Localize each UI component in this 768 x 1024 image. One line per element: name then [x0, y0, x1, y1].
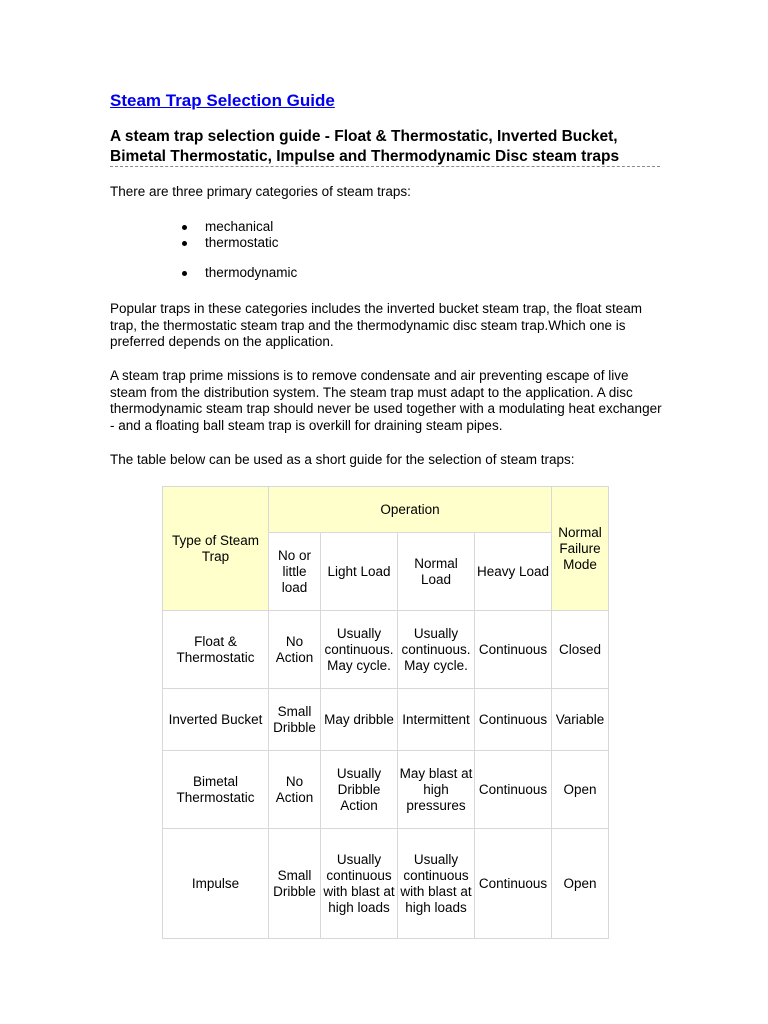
normal-load-cell: Usually continuous with blast at high loads — [398, 829, 475, 939]
page-subtitle: A steam trap selection guide - Float & Thermostatic, Inverted Bucket, Bimetal Thermostatic, Impulse and Thermodynamic Disc steam traps — [110, 128, 620, 165]
type-cell: Float & Thermostatic — [163, 611, 269, 689]
type-cell: Impulse — [163, 829, 269, 939]
no-load-cell: No Action — [269, 751, 321, 829]
light-load-cell: Usually continuous. May cycle. — [321, 611, 398, 689]
bullet-icon — [182, 271, 187, 276]
table-row — [163, 611, 609, 689]
no-load-cell: No Action — [269, 611, 321, 689]
no-load-cell: Small Dribble — [269, 689, 321, 751]
list-item-label: thermostatic — [205, 235, 279, 250]
failure-mode-cell: Open — [552, 829, 609, 939]
heavy-load-header-cell: Heavy Load — [475, 533, 552, 611]
light-load-cell: Usually Dribble Action — [321, 751, 398, 829]
normal-load-cell: Usually continuous. May cycle. — [398, 611, 475, 689]
table-header-row — [163, 487, 609, 533]
light-load-cell: May dribble — [321, 689, 398, 751]
paragraph-prime-missions: A steam trap prime missions is to remove condensate and air preventing escape of live steam from the distribution system. The steam trap must adapt to the application. A disc thermodynamic steam trap should never be used together with a modulating heat exchanger - and a floating ball steam trap is overkill for draining steam pipes. — [110, 368, 662, 433]
table-row — [163, 829, 609, 939]
normal-load-header-cell: Normal Load — [398, 533, 475, 611]
heavy-load-cell: Continuous — [475, 611, 552, 689]
table-row — [163, 689, 609, 751]
failure-header-cell: Normal Failure Mode — [552, 487, 609, 611]
bullet-icon — [182, 241, 187, 246]
normal-load-cell: Intermittent — [398, 689, 475, 751]
operation-header-cell: Operation — [269, 487, 552, 533]
list-item-label: thermodynamic — [205, 265, 298, 280]
intro-text: There are three primary categories of steam traps: — [110, 184, 411, 199]
bullet-icon — [182, 225, 187, 230]
heavy-load-cell: Continuous — [475, 689, 552, 751]
paragraph-table-intro: The table below can be used as a short guide for the selection of steam traps: — [110, 452, 575, 467]
paragraph-popular-traps: Popular traps in these categories includes the inverted bucket steam trap, the float steam trap, the thermostatic steam trap and the thermodynamic disc steam trap.Which one is preferred depends on the application. — [110, 301, 643, 349]
list-item-label: mechanical — [205, 219, 274, 234]
type-header-cell: Type of Steam Trap — [163, 487, 269, 611]
page-title-link[interactable]: Steam Trap Selection Guide — [110, 91, 335, 110]
selection-table — [162, 486, 609, 939]
type-cell: Bimetal Thermostatic — [163, 751, 269, 829]
heavy-load-cell: Continuous — [475, 751, 552, 829]
normal-load-cell: May blast at high pressures — [398, 751, 475, 829]
type-cell: Inverted Bucket — [163, 689, 269, 751]
no-load-cell: Small Dribble — [269, 829, 321, 939]
no-load-header-cell: No or little load — [269, 533, 321, 611]
light-load-header-cell: Light Load — [321, 533, 398, 611]
list-item — [205, 219, 273, 234]
heavy-load-cell: Continuous — [475, 829, 552, 939]
table-row — [163, 751, 609, 829]
list-item — [205, 265, 297, 280]
failure-mode-cell: Closed — [552, 611, 609, 689]
light-load-cell: Usually continuous with blast at high loads — [321, 829, 398, 939]
failure-mode-cell: Variable — [552, 689, 609, 751]
subtitle-divider — [110, 166, 660, 167]
failure-mode-cell: Open — [552, 751, 609, 829]
list-item — [205, 235, 279, 250]
